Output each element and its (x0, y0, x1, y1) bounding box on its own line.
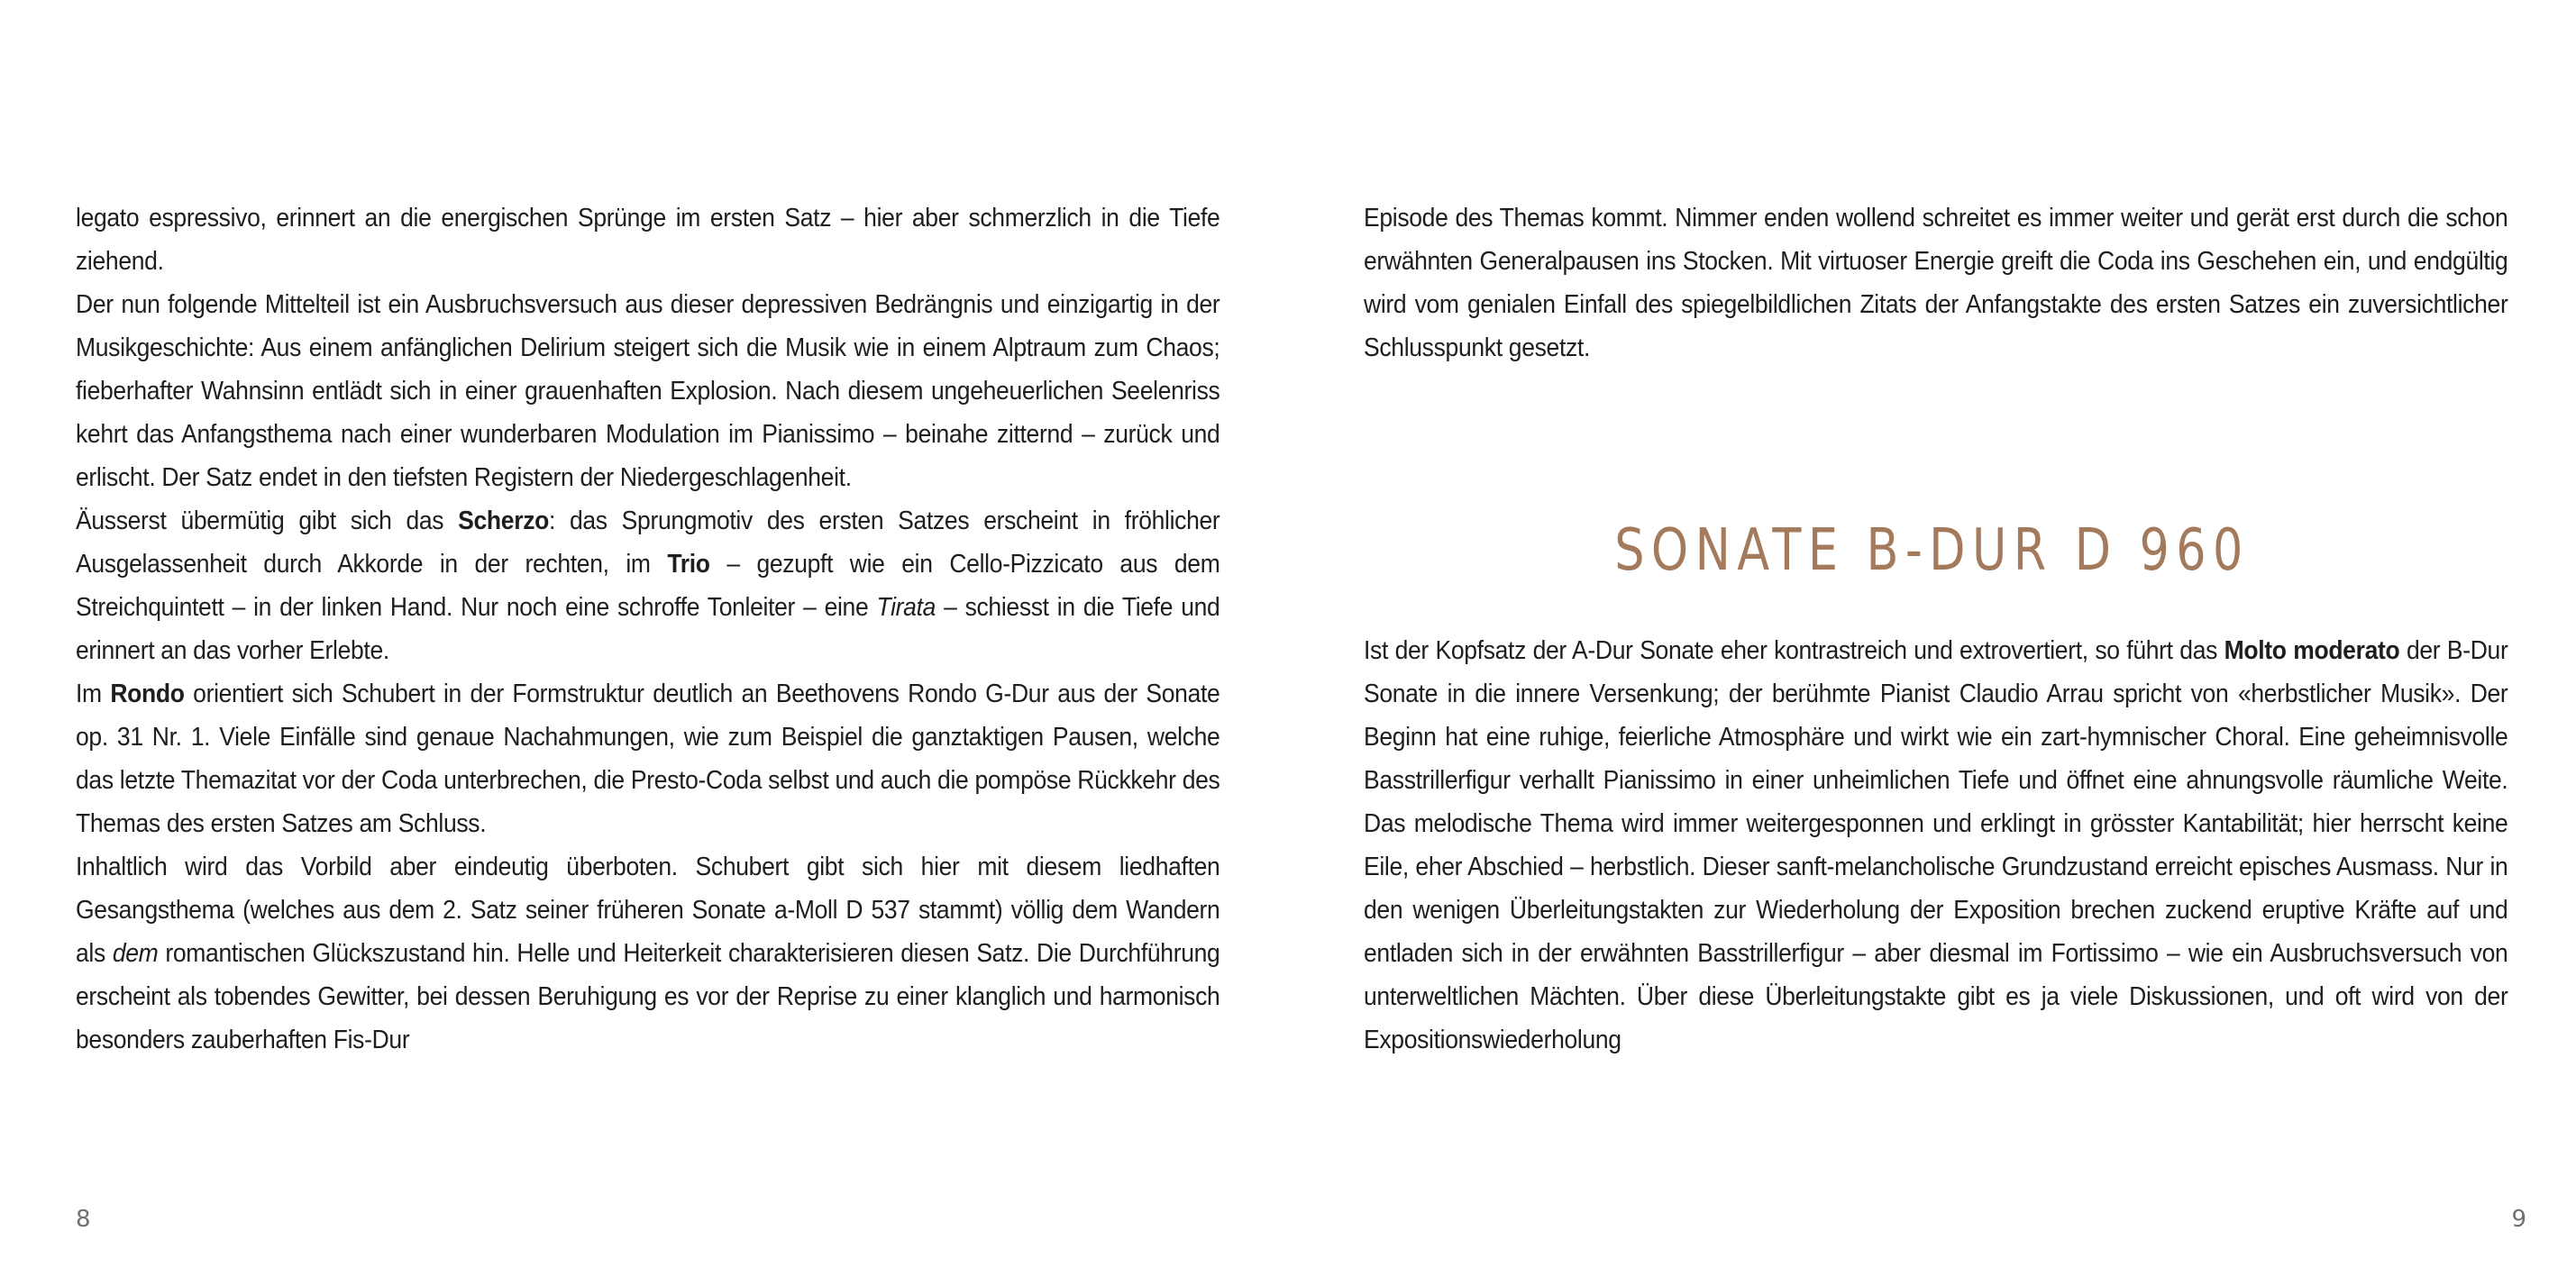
bold-term: Rondo (110, 680, 185, 708)
text-run: legato espressivo, erinnert an die energischen Sprünge im ersten Satz – hier aber schmerzlich in die Tiefe ziehend. (76, 204, 1220, 276)
bold-term: Trio (667, 550, 710, 579)
text-run: – schiesst in die Tiefe und erinnert an das vorher Erlebte. (76, 593, 1220, 665)
text-run: – gezupft wie ein Cello-Pizzicato aus dem Streichquintett – in der linken Hand. Nur noch eine schroffe Tonleiter – eine (76, 550, 1220, 622)
text-run: Im (76, 680, 111, 708)
section-heading: SONATE B-DUR D 960 (1614, 517, 2250, 584)
paragraph (76, 283, 1219, 499)
text-run: Ist der Kopfsatz der A-Dur Sonate eher kontrastreich und extrovertiert, so führt das (1364, 636, 2224, 665)
paragraph (76, 845, 1219, 1062)
right-text-column-bottom (1364, 629, 2507, 1062)
paragraph (76, 196, 1219, 283)
italic-term: dem (112, 939, 159, 968)
text-run: Äusserst übermütig gibt sich das (76, 506, 459, 535)
left-text-column (76, 196, 1219, 1062)
paragraph (1364, 196, 2507, 369)
text-run: Inhaltlich wird das Vorbild aber eindeutig überboten. Schubert gibt sich hier mit diesem liedhaften Gesangsthema (welches aus dem 2. Satz seiner früheren Sonate a-Moll D 537 stammt) völlig dem Wandern als (76, 853, 1220, 968)
page-number-right: 9 (2511, 1206, 2527, 1233)
text-run: orientiert sich Schubert in der Formstruktur deutlich an Beethovens Rondo G-Dur aus der Sonate op. 31 Nr. 1. Viele Einfälle sind genaue Nachahmungen, wie zum Beispiel die ganztaktigen Pausen, welche das letzte Themazitat vor der Coda unterbrechen, die Presto-Coda selbst und auch die pompöse Rückkehr des Themas des ersten Satzes am Schluss. (76, 680, 1220, 838)
right-text-column-top (1364, 196, 2507, 369)
text-run: romantischen Glückszustand hin. Helle und Heiterkeit charakterisieren diesen Satz. Die Durchführung erscheint als tobendes Gewitter, bei dessen Beruhigung es vor der Reprise zu einer klanglich und harmonisch besonders zauberhaften Fis-Dur (76, 939, 1220, 1054)
bold-term: Scherzo (458, 506, 549, 535)
paragraph (1364, 629, 2507, 1062)
text-run: : das Sprungmotiv des ersten Satzes erscheint in fröhlicher Ausgelassenheit durch Akkorde in der rechten, im (76, 506, 1220, 579)
bold-term: Molto moderato (2224, 636, 2400, 665)
text-run: der B-Dur Sonate in die innere Versenkung; der berühmte Pianist Claudio Arrau spricht von «herbstlicher Musik». Der Beginn hat eine ruhige, feierliche Atmosphäre und wirkt wie ein zart-hymnischer Choral. Eine geheimnisvolle Basstrillerfigur verhallt Pianissimo in einer unheimlichen Tiefe und öffnet eine ahnungsvolle räumliche Weite. Das melodische Thema wird immer weitergesponnen und erklingt in grösster Kantabilität; hier herrscht keine Eile, eher Abschied – herbstlich. Dieser sanft-melancholische Grundzustand erreicht episches Ausmass. Nur in den wenigen Überleitungstakten zur Wiederholung der Exposition brechen zuckend eruptive Kräfte auf und entladen sich in der erwähnten Basstrillerfigur – aber diesmal im Fortissimo – wie ein Ausbruchsversuch von unterweltlichen Mächten. Über diese Überleitungstakte gibt es ja viele Diskussionen, und oft wird von der Expositionswiederholung (1364, 636, 2508, 1054)
paragraph (76, 499, 1219, 672)
text-run: Der nun folgende Mittelteil ist ein Ausbruchsversuch aus dieser depressiven Bedrängnis und einzigartig in der Musikgeschichte: Aus einem anfänglichen Delirium steigert sich die Musik wie in einem Alptraum zum Chaos; fieberhafter Wahnsinn entlädt sich in einer grauenhaften Explosion. Nach diesem ungeheuerlichen Seelenriss kehrt das Anfangsthema nach einer wunderbaren Modulation im Pianissimo – beinahe zitternd – zurück und erlischt. Der Satz endet in den tiefsten Registern der Niedergeschlagenheit. (76, 290, 1220, 492)
paragraph (76, 672, 1219, 845)
text-run: Episode des Themas kommt. Nimmer enden wollend schreitet es immer weiter und gerät erst durch die schon erwähnten Generalpausen ins Stocken. Mit virtuoser Energie greift die Coda ins Geschehen ein, und endgültig wird vom genialen Einfall des spiegelbildlichen Zitats der Anfangstakte des ersten Satzes ein zuversichtlicher Schlusspunkt gesetzt. (1364, 204, 2508, 362)
italic-term: Tirata (876, 593, 936, 622)
page-number-left: 8 (76, 1206, 92, 1233)
right-page (1288, 0, 2576, 1277)
